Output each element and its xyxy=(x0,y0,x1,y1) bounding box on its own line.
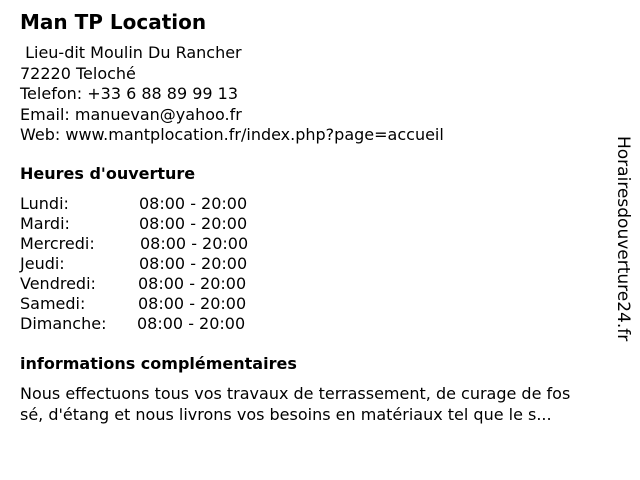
hours-row-wednesday xyxy=(20,234,280,254)
day-label: Mercredi: xyxy=(20,234,95,253)
hours-row-friday xyxy=(20,274,280,294)
website-line: Web: www.mantplocation.fr/index.php?page=accueil xyxy=(20,125,444,144)
address-line: Lieu-dit Moulin Du Rancher xyxy=(20,43,242,62)
day-label: Dimanche: xyxy=(20,314,107,333)
opening-hours-table xyxy=(20,194,280,334)
email-line: Email: manuevan@yahoo.fr xyxy=(20,104,242,124)
hours-row-sunday xyxy=(20,314,280,334)
time-range: 08:00 - 20:00 xyxy=(139,254,248,273)
day-label: Mardi: xyxy=(20,214,70,233)
phone-line: Telefon: +33 6 88 89 99 13 xyxy=(20,84,239,103)
time-range: 08:00 - 20:00 xyxy=(137,314,246,333)
site-watermark xyxy=(613,136,633,368)
opening-hours-heading: Heures d'ouverture xyxy=(20,164,196,183)
contact-block xyxy=(20,43,444,146)
info-line: sé, d'étang et nous livrons vos besoins en matériaux tel que le s... xyxy=(20,404,552,424)
info-line: Nous effectuons tous vos travaux de terrassement, de curage de fos xyxy=(20,384,571,403)
watermark-text: Horairesdouverture24.fr xyxy=(613,136,633,342)
time-range: 08:00 - 20:00 xyxy=(139,194,248,213)
time-range: 08:00 - 20:00 xyxy=(140,234,249,253)
time-range: 08:00 - 20:00 xyxy=(138,274,247,293)
day-label: Samedi: xyxy=(20,294,86,313)
time-range: 08:00 - 20:00 xyxy=(138,294,247,313)
hours-row-thursday xyxy=(20,254,280,274)
day-label: Jeudi: xyxy=(20,254,65,273)
hours-row-monday xyxy=(20,194,280,214)
hours-row-saturday xyxy=(20,294,280,314)
city-line: 72220 Teloché xyxy=(20,63,136,83)
additional-info-text xyxy=(20,384,620,425)
day-label: Lundi: xyxy=(20,194,69,213)
hours-row-tuesday xyxy=(20,214,280,234)
business-name: Man TP Location xyxy=(20,10,207,34)
additional-info-heading: informations complémentaires xyxy=(20,354,297,373)
day-label: Vendredi: xyxy=(20,274,96,293)
time-range: 08:00 - 20:00 xyxy=(139,214,248,233)
